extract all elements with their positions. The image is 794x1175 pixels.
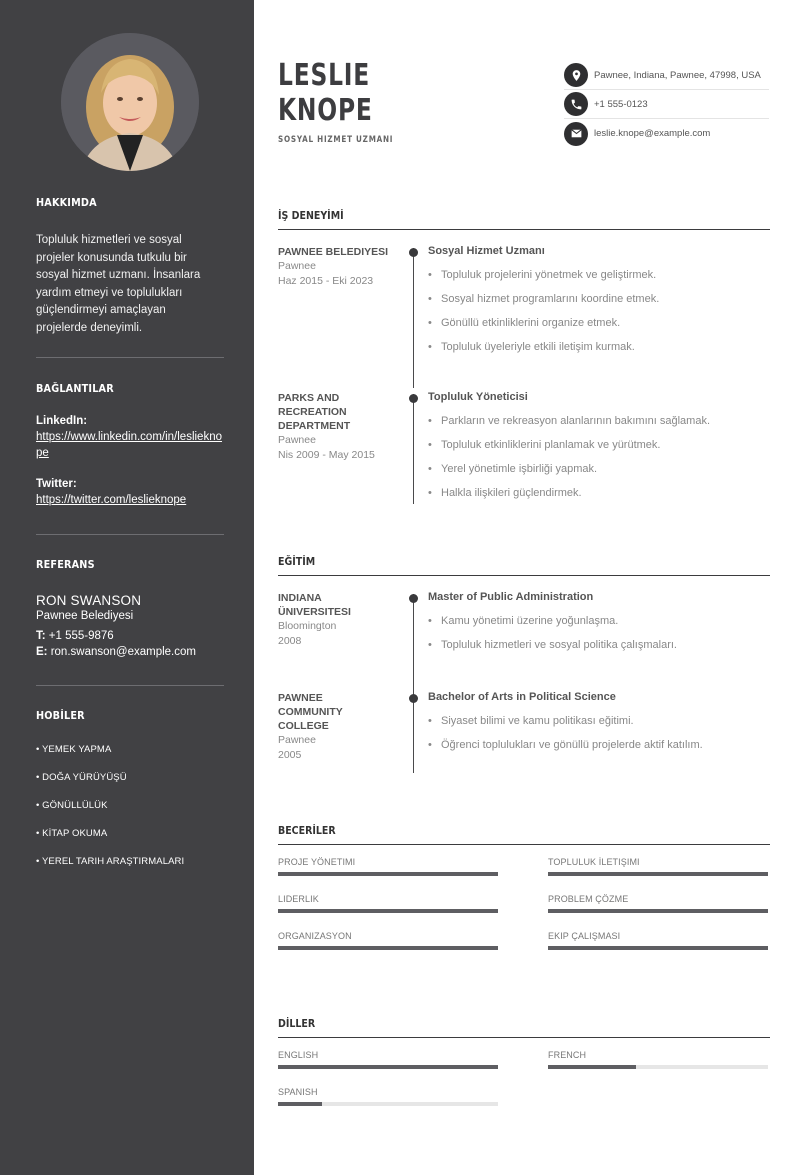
twitter-label: Twitter: — [36, 478, 77, 490]
timeline-line — [413, 248, 414, 388]
experience-entry — [278, 391, 770, 506]
entry-org: PARKS AND RECREATION DEPARTMENT — [278, 392, 351, 432]
entry-bullet: • Topluluk projelerini yönetmek ve geliştirmek. — [428, 269, 770, 282]
email-text: leslie.knope@example.com — [594, 128, 711, 139]
timeline-dot — [409, 694, 418, 703]
entry-dates: 2008 — [278, 634, 302, 647]
language-item — [548, 1050, 768, 1069]
contact-address — [564, 61, 769, 90]
entry-bullet: • Yerel yönetimle işbirliği yapmak. — [428, 463, 770, 476]
skill-bar-track — [278, 872, 498, 876]
entry-bullet: • Sosyal hizmet programlarını koordine etmek. — [428, 293, 770, 306]
language-bar-fill — [278, 1102, 322, 1106]
education-heading-text: EĞİTİM — [278, 555, 316, 568]
skill-bar-fill — [548, 872, 768, 876]
location-pin-icon — [564, 63, 588, 87]
reference-phone-label: T: — [36, 629, 46, 642]
entry-org: PAWNEE BELEDIYESI — [278, 246, 389, 258]
skill-label: EKIP ÇALIŞMASI — [548, 931, 621, 941]
entry-bullet: • Halkla ilişkileri güçlendirmek. — [428, 487, 770, 500]
experience-heading-text: İŞ DENEYİMİ — [278, 209, 344, 222]
language-label: ENGLISH — [278, 1050, 319, 1060]
entry-org: INDIANA ÜNIVERSITESI — [278, 592, 351, 618]
skill-bar-track — [548, 946, 768, 950]
contact-phone — [564, 90, 769, 119]
entry-bullet: • Topluluk üyeleriyle etkili iletişim kurmak. — [428, 341, 770, 354]
profile-photo — [61, 33, 199, 171]
timeline-line — [413, 394, 414, 504]
entry-org: PAWNEE COMMUNITY COLLEGE — [278, 692, 343, 732]
reference-name: RON SWANSON — [36, 593, 142, 608]
envelope-icon — [564, 122, 588, 146]
experience-heading — [278, 206, 770, 230]
timeline-dot — [409, 594, 418, 603]
language-bar-track — [548, 1065, 768, 1069]
entry-dates: Haz 2015 - Eki 2023 — [278, 274, 374, 287]
languages-heading — [278, 1014, 770, 1038]
reference-email-value: ron.swanson@example.com — [50, 646, 196, 658]
entry-location: Pawnee — [278, 734, 316, 746]
education-entry — [278, 591, 770, 691]
skill-bar-fill — [548, 909, 768, 913]
timeline-dot — [409, 248, 418, 257]
hobby-item: • GÖNÜLLÜLÜK — [36, 800, 108, 811]
skill-bar-track — [548, 872, 768, 876]
language-label: SPANISH — [278, 1087, 318, 1097]
language-label: FRENCH — [548, 1050, 587, 1060]
hobby-item: • KİTAP OKUMA — [36, 828, 108, 839]
job-title: SOSYAL HIZMET UZMANI — [278, 135, 394, 145]
entry-bullet: • Parkların ve rekreasyon alanlarının bakımını sağlamak. — [428, 415, 770, 428]
education-entry — [278, 691, 770, 776]
linkedin-link[interactable]: https://www.linkedin.com/in/leslieknope — [36, 431, 222, 459]
about-text: Topluluk hizmetleri ve sosyal projeler konusunda tutkulu bir sosyal hizmet uzmanı. İnsanlara yardım etmeyi ve toplulukları güçlendirmeyi amaçlayan projelerde deneyimli. — [36, 234, 201, 334]
language-bar-fill — [278, 1065, 498, 1069]
entry-bullet: • Topluluk hizmetleri ve sosyal politika çalışmaları. — [428, 639, 770, 652]
entry-bullet: • Siyaset bilimi ve kamu politikası eğitimi. — [428, 715, 770, 728]
skill-bar-fill — [278, 872, 498, 876]
entry-bullet: • Kamu yönetimi üzerine yoğunlaşma. — [428, 615, 770, 628]
hobby-item: • YEMEK YAPMA — [36, 744, 112, 755]
skill-item — [278, 894, 498, 913]
timeline-dot — [409, 394, 418, 403]
entry-dates: Nis 2009 - May 2015 — [278, 448, 375, 461]
hobby-item: • DOĞA YÜRÜYÜŞÜ — [36, 772, 127, 783]
skill-label: TOPLULUK İLETIŞIMI — [548, 857, 640, 867]
reference-phone-value: +1 555-9876 — [48, 629, 114, 642]
entry-location: Pawnee — [278, 260, 316, 272]
skill-item — [548, 857, 768, 876]
reference-email — [36, 644, 224, 661]
language-item — [278, 1050, 498, 1069]
skill-label: PROJE YÖNETIMI — [278, 857, 356, 867]
skill-item — [278, 857, 498, 876]
skill-label: LIDERLIK — [278, 894, 319, 904]
links-heading: BAĞLANTILAR — [36, 382, 114, 395]
linkedin-label: LinkedIn: — [36, 415, 88, 427]
skill-bar-fill — [278, 946, 498, 950]
language-item — [278, 1087, 498, 1106]
entry-role: Topluluk Yöneticisi — [428, 391, 528, 403]
divider — [36, 534, 224, 535]
hobby-item: • YEREL TARIH ARAŞTIRMALARI — [36, 856, 185, 867]
first-name: LESLIE — [278, 58, 371, 93]
entry-bullet: • Öğrenci toplulukları ve gönüllü projelerde aktif katılım. — [428, 739, 770, 752]
full-name — [278, 58, 373, 128]
skill-item — [548, 931, 768, 950]
sidebar — [0, 0, 254, 1175]
reference-phone — [36, 628, 224, 645]
language-bar-fill — [548, 1065, 636, 1069]
divider — [36, 357, 224, 358]
contact-list — [564, 61, 769, 148]
skill-bar-fill — [548, 946, 768, 950]
phone-text: +1 555-0123 — [594, 98, 648, 110]
profile-photo-illustration — [61, 33, 199, 171]
entry-location: Bloomington — [278, 620, 337, 632]
entry-role: Bachelor of Arts in Political Science — [428, 691, 616, 703]
entry-dates: 2005 — [278, 748, 302, 761]
contact-email — [564, 119, 769, 148]
skill-label: PROBLEM ÇÖZME — [548, 894, 629, 904]
divider — [36, 685, 224, 686]
languages-heading-text: DİLLER — [278, 1017, 316, 1030]
timeline-line — [413, 694, 414, 773]
entry-bullet: • Topluluk etkinliklerini planlamak ve yürütmek. — [428, 439, 770, 452]
phone-icon — [564, 92, 588, 116]
last-name: KNOPE — [278, 93, 373, 128]
skill-label: ORGANIZASYON — [278, 931, 352, 941]
entry-location: Pawnee — [278, 434, 316, 446]
reference-org: Pawnee Belediyesi — [36, 610, 134, 622]
skill-item — [278, 931, 498, 950]
entry-bullet: • Gönüllü etkinliklerini organize etmek. — [428, 317, 770, 330]
skill-bar-track — [278, 909, 498, 913]
language-bar-track — [278, 1102, 498, 1106]
hobbies-heading: HOBİLER — [36, 709, 85, 722]
skills-heading — [278, 821, 770, 845]
skill-bar-track — [548, 909, 768, 913]
skills-heading-text: BECERİLER — [278, 824, 336, 837]
entry-role: Master of Public Administration — [428, 591, 594, 603]
language-bar-track — [278, 1065, 498, 1069]
main-content — [254, 0, 794, 1175]
address-text: Pawnee, Indiana, Pawnee, 47998, USA — [594, 69, 761, 81]
reference-heading: REFERANS — [36, 558, 95, 571]
entry-role: Sosyal Hizmet Uzmanı — [428, 245, 545, 257]
skill-item — [548, 894, 768, 913]
education-heading — [278, 552, 770, 576]
about-heading: HAKKIMDA — [36, 196, 97, 209]
experience-entry — [278, 245, 770, 385]
timeline-line — [413, 594, 414, 694]
twitter-link[interactable]: https://twitter.com/leslieknope — [36, 494, 187, 506]
reference-email-label: E: — [36, 646, 48, 658]
skill-bar-track — [278, 946, 498, 950]
skill-bar-fill — [278, 909, 498, 913]
